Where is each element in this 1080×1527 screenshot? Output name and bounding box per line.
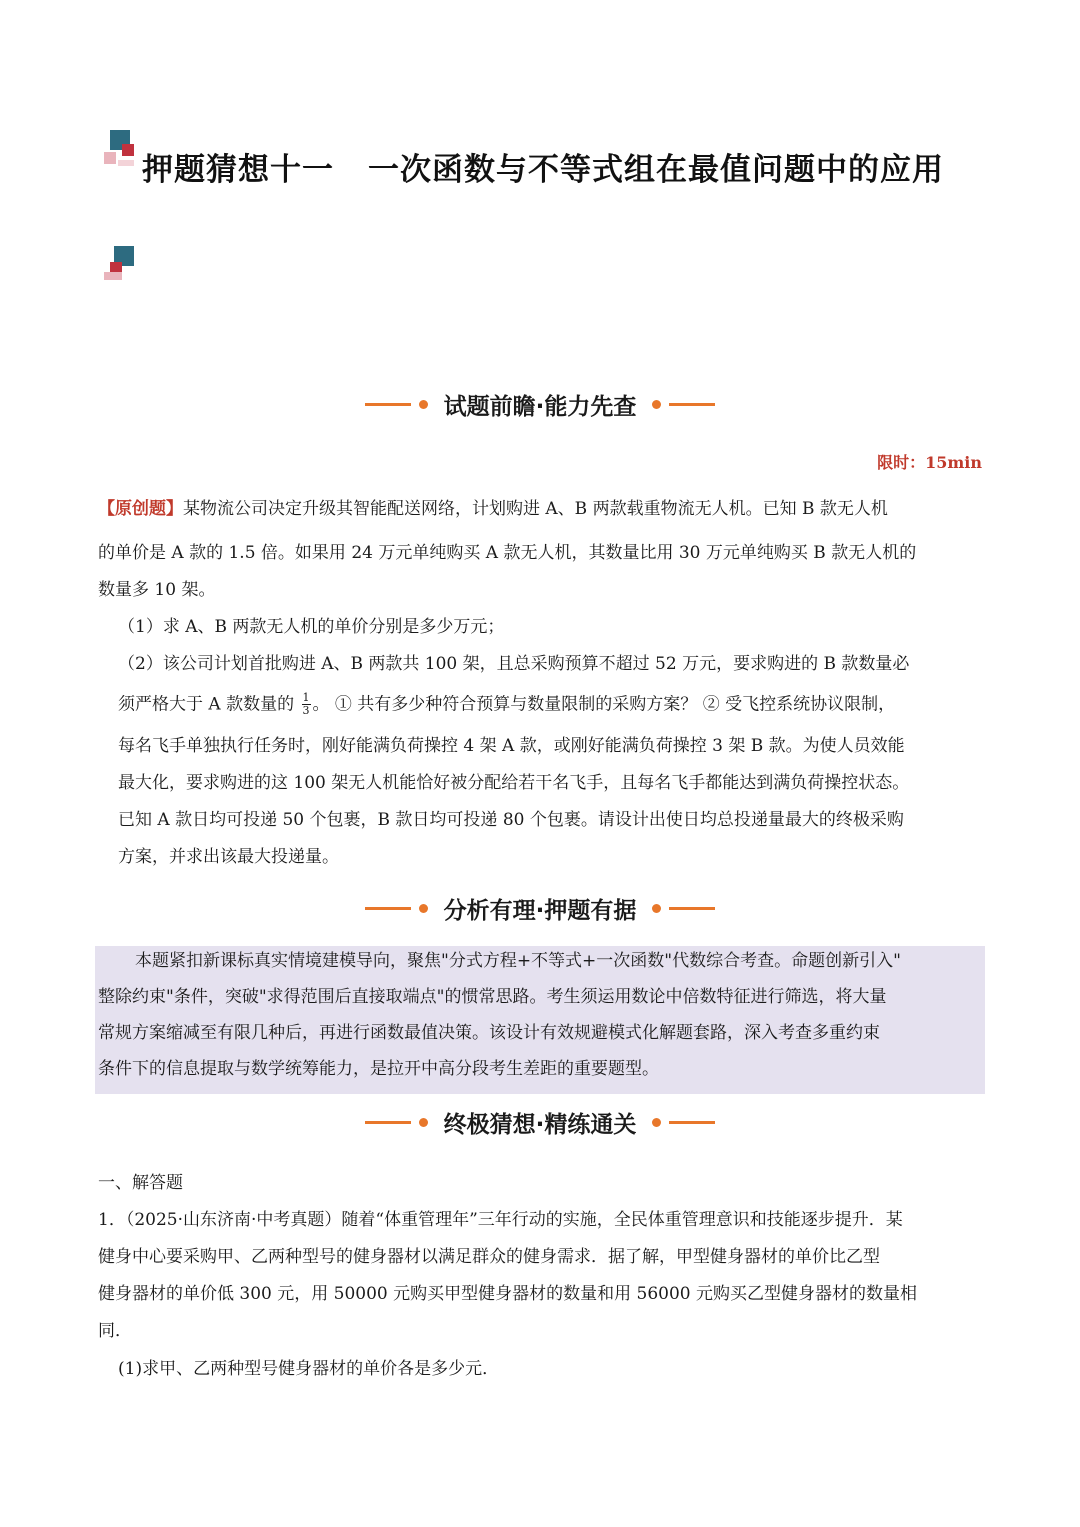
section-heading-practice: [0, 1106, 1080, 1139]
analysis-line-3: [98, 1023, 880, 1043]
section-logo-icon: [104, 246, 138, 286]
problem-line-5: [118, 654, 909, 674]
question-1-line-3: [98, 1284, 917, 1304]
problem-text: 须严格大于 A 款数量的: [118, 694, 295, 715]
section-heading-analysis: [0, 892, 1080, 925]
analysis-line-2: [98, 987, 886, 1007]
problem-text: 每名飞手单独执行任务时，刚好能满负荷操控 4 架 A 款，或刚好能满负荷操控 3 架 B 款。为使人员效能: [118, 736, 905, 756]
question-1-line-1: [98, 1210, 903, 1230]
page-title: [142, 144, 944, 189]
question-text: 同．: [98, 1321, 132, 1341]
section-heading-preview: [0, 388, 1080, 421]
time-limit: [877, 450, 982, 473]
title-part-2: 一次函数与不等式组在最值问题中的应用: [368, 152, 944, 188]
problem-text: （1）求 A、B 两款无人机的单价分别是多少万元；: [118, 617, 505, 637]
problem-text: 某物流公司决定升级其智能配送网络，计划购进 A、B 两款载重物流无人机。已知 B 款无人机: [183, 499, 888, 519]
time-limit-value: 15min: [925, 453, 982, 472]
problem-text: 已知 A 款日均可投递 50 个包裹，B 款日均可投递 80 个包裹。请设计出使日均总投递量最大的终极采购: [118, 810, 904, 830]
problem-text: （2）该公司计划首批购进 A、B 两款共 100 架，且总采购预算不超过 52 万元，要求购进的 B 款数量必: [118, 654, 910, 674]
problem-line-3: [98, 580, 215, 600]
problem-text: 方案，并求出该最大投递量。: [118, 847, 339, 867]
practice-heading: [98, 1173, 183, 1193]
analysis-box: [95, 946, 985, 1094]
title-part-1: 押题猜想十一: [142, 152, 334, 188]
fraction-one-third: [302, 692, 311, 717]
analysis-line-4: [98, 1059, 659, 1079]
question-1-line-5: [118, 1359, 499, 1379]
question-1-line-4: [98, 1321, 132, 1341]
section-heading-text: 分析有理·押题有据: [443, 898, 637, 924]
analysis-text: 本题紧扣新课标真实情境建模导向，聚焦"分式方程+不等式+一次函数"代数综合考查。命题创新引入": [135, 951, 901, 971]
problem-line-2: [98, 543, 916, 563]
question-1-line-2: [98, 1247, 880, 1267]
problem-text: 数量多 10 架。: [98, 580, 216, 600]
analysis-text: 条件下的信息提取与数学统筹能力，是拉开中高分段考生差距的重要题型。: [98, 1059, 659, 1079]
fraction-numerator: 1: [302, 691, 310, 704]
section-heading-text: 试题前瞻·能力先查: [443, 394, 637, 420]
problem-line-1: [98, 499, 888, 519]
analysis-text: 常规方案缩减至有限几种后，再进行函数最值决策。该设计有效规避模式化解题套路，深入考查多重约束: [98, 1023, 880, 1043]
problem-line-10: [118, 847, 339, 867]
problem-line-6: [118, 692, 895, 717]
section-heading-text: 终极猜想·精练通关: [443, 1112, 637, 1138]
problem-text: 的单价是 A 款的 1.5 倍。如果用 24 万元单纯购买 A 款无人机，其数量比用 30 万元单纯购买 B 款无人机的: [98, 543, 917, 563]
problem-text: 最大化，要求购进的这 100 架无人机能恰好被分配给若干名飞手，且每名飞手都能达到满负荷操控状态。: [118, 773, 910, 793]
problem-line-4: [118, 617, 504, 637]
original-problem-tag: 【原创题】: [98, 499, 183, 519]
fraction-denominator: 3: [302, 704, 310, 717]
question-text: 1．（2025·山东济南·中考真题）随着“体重管理年”三年行动的实施，全民体重管理意识和技能逐步提升．某: [98, 1210, 903, 1230]
question-text: 健身器材的单价低 300 元，用 50000 元购买甲型健身器材的数量和用 56000 元购买乙型健身器材的数量相: [98, 1284, 918, 1304]
time-limit-label: 限时：: [877, 453, 926, 472]
problem-text: 。 ① 共有多少种符合预算与数量限制的采购方案？ ② 受飞控系统协议限制，: [312, 694, 896, 715]
problem-line-8: [118, 773, 909, 793]
question-text: (1)求甲、乙两种型号健身器材的单价各是多少元．: [118, 1359, 500, 1379]
title-logo-icon: [104, 130, 138, 170]
problem-line-7: [118, 736, 905, 756]
analysis-line-1: [135, 951, 901, 971]
practice-heading-text: 一、解答题: [98, 1173, 183, 1193]
analysis-text: 整除约束"条件，突破"求得范围后直接取端点"的惯常思路。考生须运用数论中倍数特征进行筛选，将大量: [98, 987, 887, 1007]
question-text: 健身中心要采购甲、乙两种型号的健身器材以满足群众的健身需求．据了解，甲型健身器材的单价比乙型: [98, 1247, 880, 1267]
problem-line-9: [118, 810, 904, 830]
